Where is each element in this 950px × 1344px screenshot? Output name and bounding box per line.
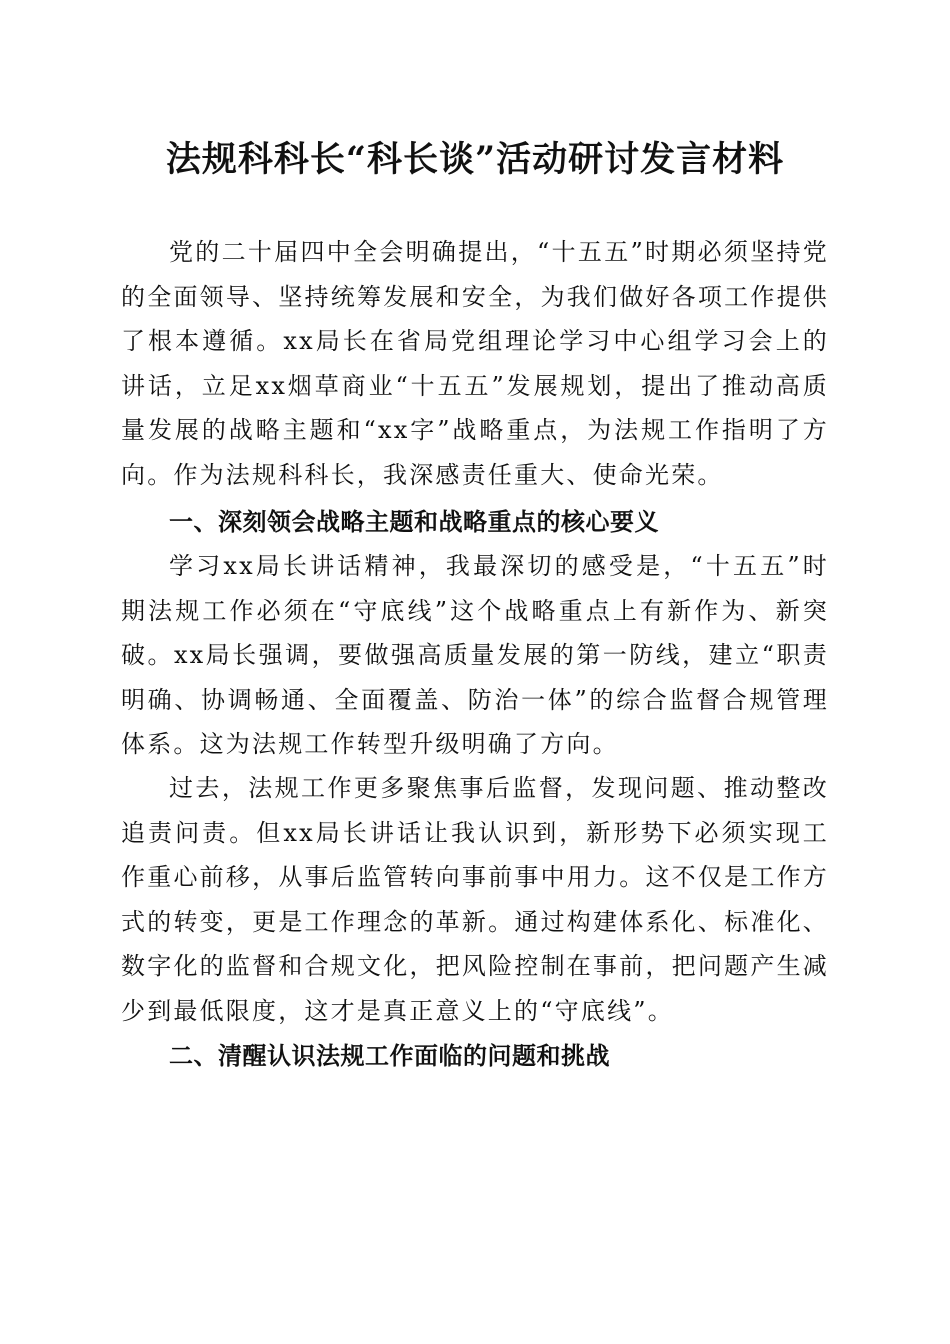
document-title: 法规科科长“科长谈”活动研讨发言材料 [165, 139, 785, 180]
section-heading-1: 一、深刻领会战略主题和战略重点的核心要义 [169, 508, 659, 536]
section-heading-2: 二、清醒认识法规工作面临的问题和挑战 [169, 1042, 610, 1070]
paragraph-intro: 党的二十届四中全会明确提出，“十五五”时期必须坚持党的全面领导、坚持统筹发展和安全，为我们做好各项工作提供了根本遵循。xx局长在省局党组理论学习中心组学习会上的讲话，立足xx烟草商业“十五五”发展规划，提出了推动高质量发展的战略主题和“xx字”战略重点，为法规工作指明了方向。作为法规科科长，我深感责任重大、使命光荣。 [121, 238, 829, 489]
paragraph-section-1-a: 学习xx局长讲话精神，我最深切的感受是，“十五五”时期法规工作必须在“守底线”这个战略重点上有新作为、新突破。xx局长强调，要做强高质量发展的第一防线，建立“职责明确、协调畅通、全面覆盖、防治一体”的综合监督合规管理体系。这为法规工作转型升级明确了方向。 [121, 552, 829, 759]
paragraph-section-1-b: 过去，法规工作更多聚焦事后监督，发现问题、推动整改追责问责。但xx局长讲话让我认识到，新形势下必须实现工作重心前移，从事后监管转向事前事中用力。这不仅是工作方式的转变，更是工作理念的革新。通过构建体系化、标准化、数字化的监督和合规文化，把风险控制在事前，把问题产生减少到最低限度，这才是真正意义上的“守底线”。 [121, 774, 829, 1025]
